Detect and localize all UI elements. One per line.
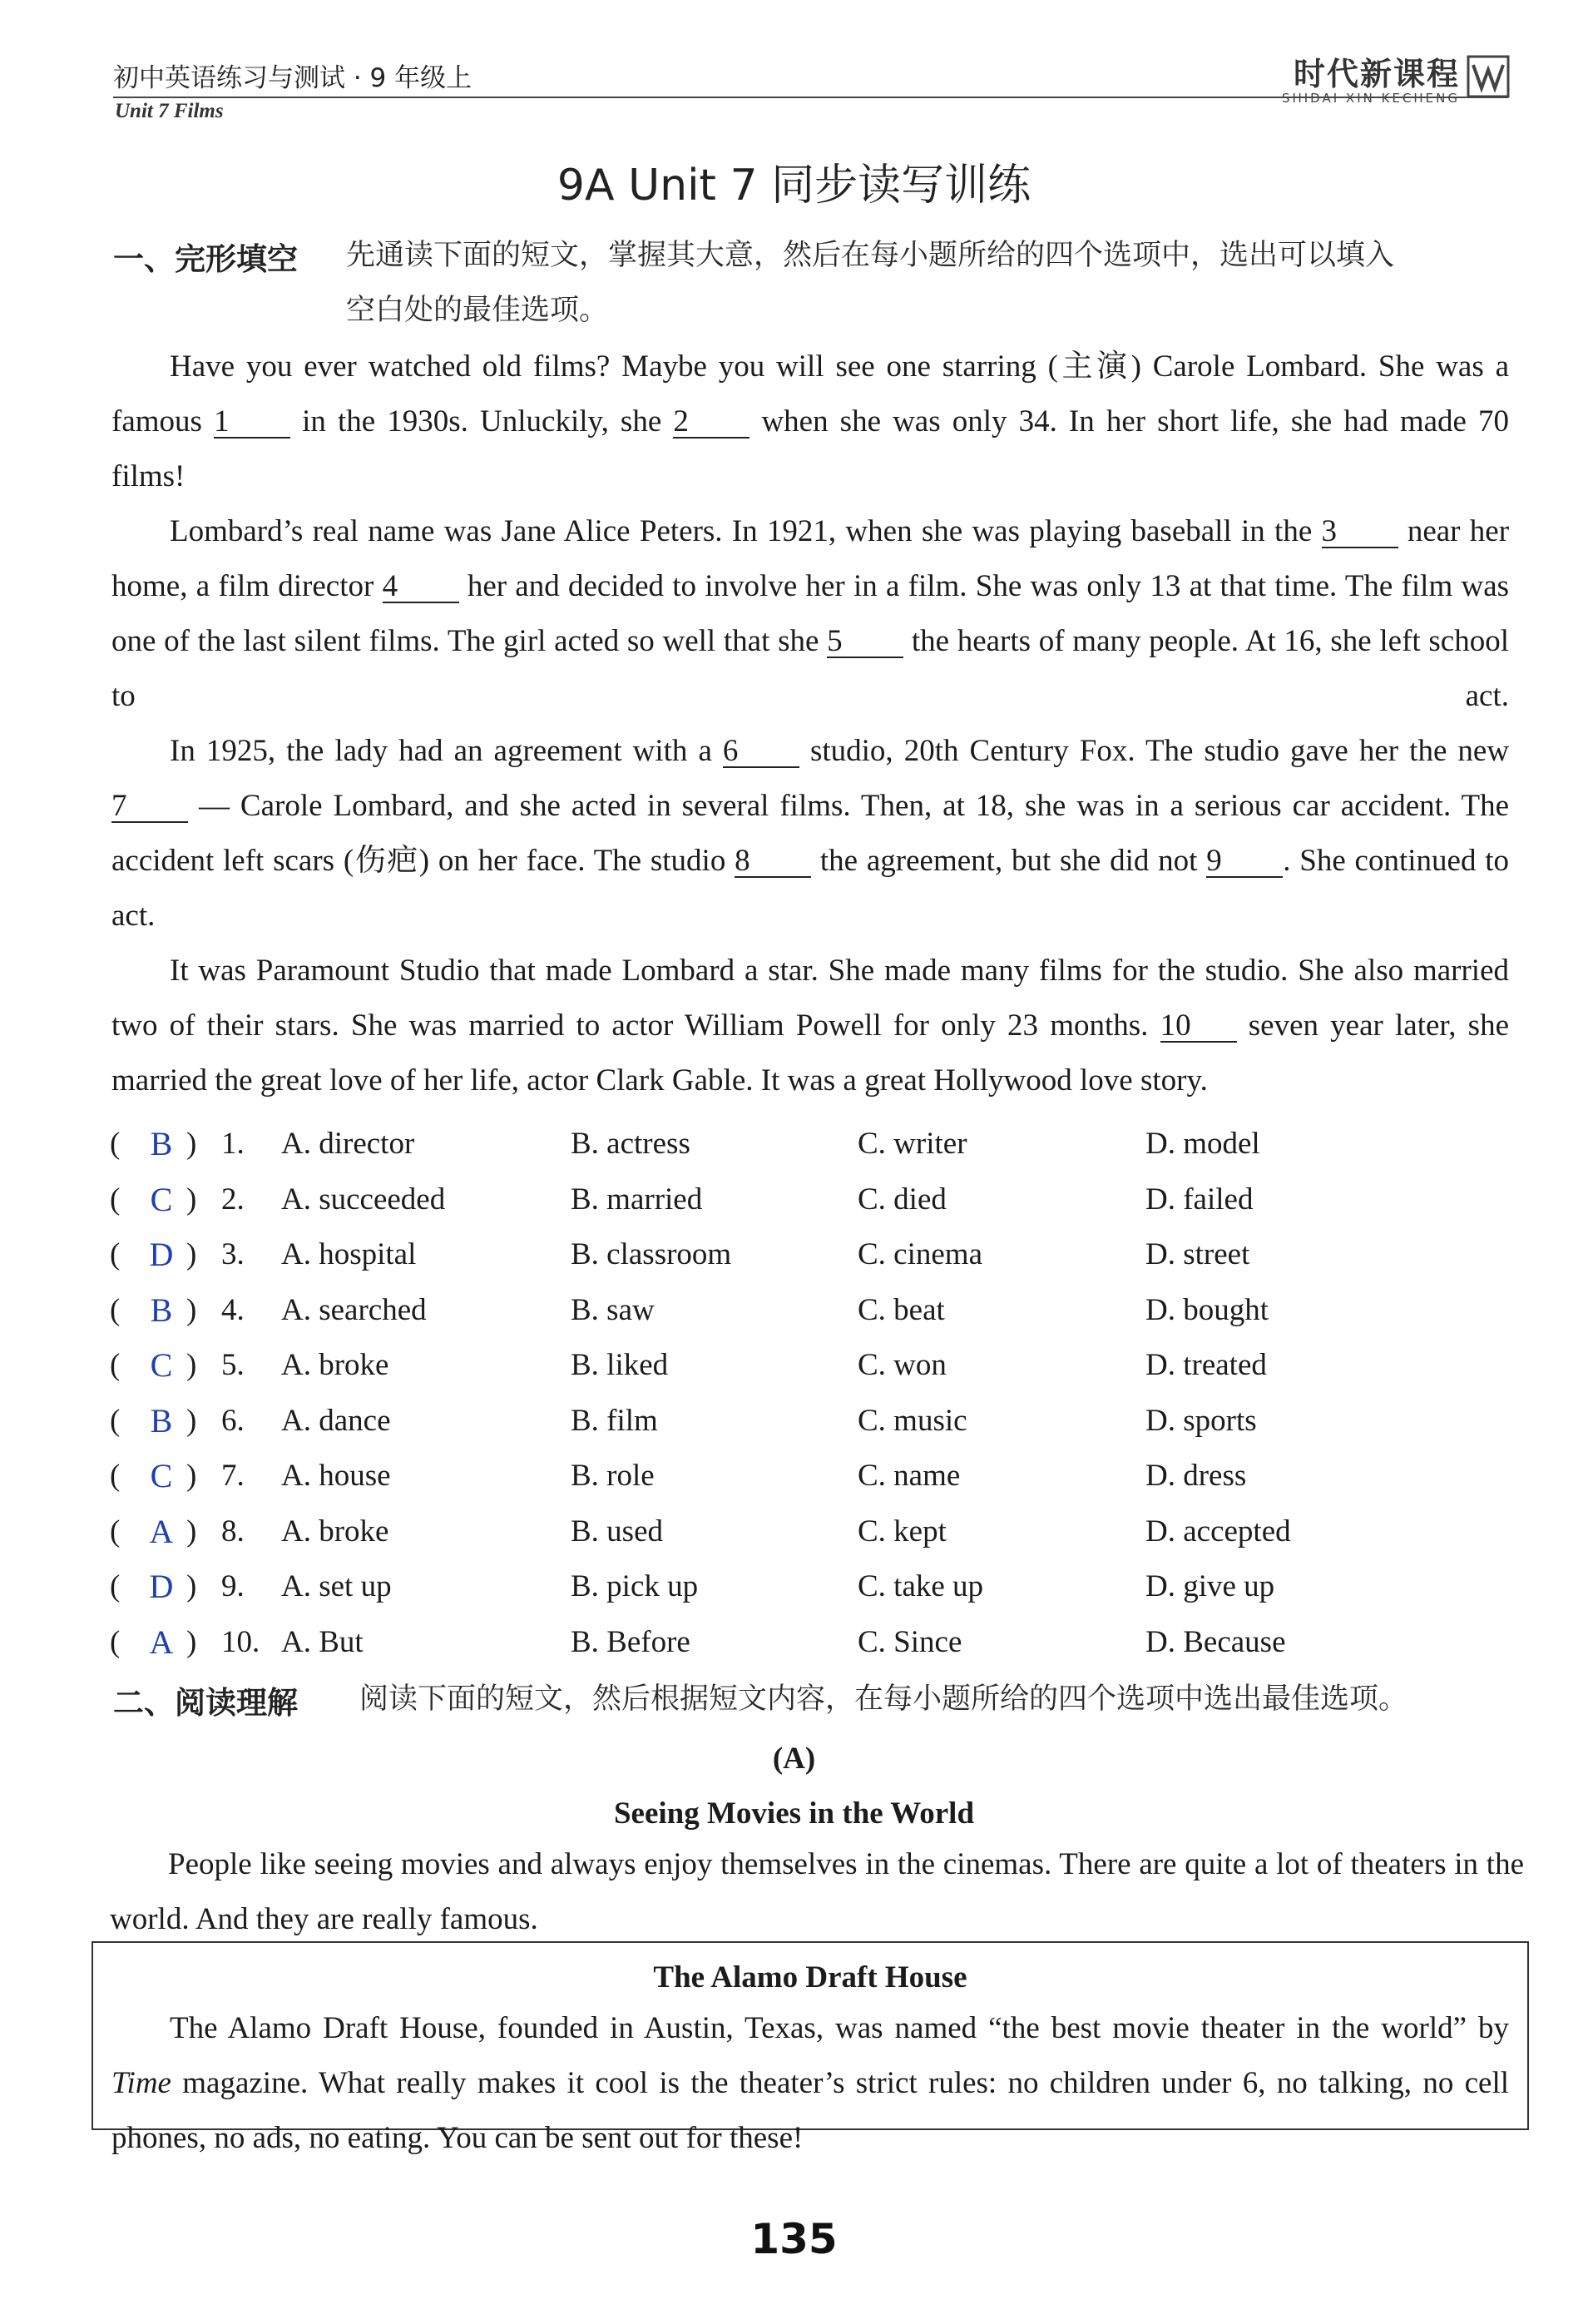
info-box [92,1941,1529,2155]
close-paren: ) [186,1403,197,1438]
reading-passage-title: Seeing Movies in the World [613,1796,975,1831]
section2-instruction: 阅读下面的短文，然后根据短文内容，在每小题所给的四个选项中选出最佳选项。 [359,1682,1408,1716]
question-number: 3. [221,1237,245,1271]
book-title: 初中英语练习与测试 · 9 年级上 [113,63,472,93]
brand [1282,48,1508,106]
option-b: B. pick up [571,1569,699,1603]
close-paren: ) [186,1348,197,1382]
answer-letter: C [150,1457,173,1494]
page-title: 9A Unit 7 同步读写训练 [557,161,1031,211]
passage-text: — Carole Lombard, and she acted in several films. Then, at 18, she was in a serious car accident. The accident left scars (伤疤) on her face. The studio [111,789,1510,878]
open-paren: ( [110,1237,121,1271]
unit-label: Unit 7 Films [115,100,224,122]
option-c: C. take up [858,1569,984,1603]
box-title: The Alamo Draft House [653,1960,967,1994]
question-number: 1. [221,1127,245,1161]
blank-7: 7 [111,791,188,823]
open-paren: ( [110,1514,121,1549]
option-b: B. classroom [571,1237,732,1271]
option-c: C. name [858,1459,961,1493]
option-a: A. director [281,1127,415,1161]
option-d: D. give up [1145,1569,1275,1603]
section2-heading: 二、阅读理解 [113,1685,298,1721]
option-b: B. married [571,1182,703,1217]
close-paren: ) [186,1514,197,1549]
question-row [110,1230,1524,1286]
question-options [110,1119,1524,1672]
open-paren: ( [110,1292,121,1327]
answer-letter: B [150,1125,173,1162]
open-paren: ( [110,1403,121,1438]
open-paren: ( [110,1569,121,1603]
option-a: A. broke [281,1348,389,1382]
question-row [110,1618,1524,1673]
question-row [110,1451,1524,1507]
option-d: D. Because [1145,1624,1286,1659]
cloze-passage [111,339,1509,1108]
question-row [110,1340,1524,1396]
close-paren: ) [186,1182,197,1217]
passage-text: Have you ever watched old films? Maybe you will see one starring (主演) Carole Lombard. She was a famous [111,349,1509,439]
option-c: C. beat [858,1292,945,1327]
answer-letter: B [150,1291,173,1329]
option-a: A. searched [281,1292,427,1327]
blank-10: 10 [1160,1011,1237,1043]
close-paren: ) [186,1624,197,1659]
close-paren: ) [186,1292,197,1327]
option-a: A. house [281,1459,391,1493]
brand-name: 时代新课程 [1293,56,1460,92]
option-c: C. cinema [858,1237,983,1271]
answer-letter: C [150,1180,173,1218]
part-label: (A) [772,1742,816,1776]
option-d: D. accepted [1145,1514,1291,1549]
passage-text: studio, 20th Century Fox. The studio gave her the new [809,734,1510,768]
option-c: C. music [858,1403,967,1438]
option-a: A. But [281,1624,364,1659]
option-b: B. film [571,1403,658,1438]
open-paren: ( [110,1348,121,1382]
close-paren: ) [186,1237,197,1271]
answer-letter: A [149,1623,174,1661]
option-d: D. sports [1145,1403,1257,1438]
close-paren: ) [186,1459,197,1493]
blank-8: 8 [735,846,811,878]
question-number: 7. [221,1459,245,1493]
passage-text: In 1925, the lady had an agreement with a [170,734,712,768]
box-text-part: The Alamo Draft House, founded in Austin, Texas, was named “the best movie theater in the world” by [170,2011,1509,2045]
blank-4: 4 [383,572,459,603]
passage-paragraph-2 [111,504,1509,724]
answer-letter: A [149,1512,174,1550]
open-paren: ( [110,1459,121,1493]
box-text [111,2001,1509,2166]
option-b: B. saw [571,1292,655,1327]
close-paren: ) [186,1127,197,1161]
option-a: A. dance [281,1403,391,1438]
option-b: B. role [571,1459,655,1493]
question-row [110,1119,1524,1175]
option-d: D. model [1145,1127,1260,1161]
option-b: B. actress [571,1127,690,1161]
passage-paragraph-4 [111,944,1509,1108]
passage-text: the agreement, but she did not [819,844,1198,878]
passage-text: seven year later, she married the great love of her life, actor Clark Gable. It was a great Hollywood love story. [111,1008,1510,1098]
option-c: C. died [858,1182,947,1217]
box-text-part: magazine. What really makes it cool is the theater’s strict rules: no children under 6, no talking, no cell phones, no ads, no eating. You can be sent out for these! [111,2066,1510,2155]
question-row [110,1286,1524,1341]
blank-9: 9 [1206,846,1283,878]
section1-heading: 一、完形填空 [113,241,298,277]
option-c: C. Since [858,1624,962,1659]
option-a: A. broke [281,1514,389,1549]
magazine-name: Time [111,2066,171,2100]
blank-6: 6 [723,736,799,768]
section1-instruction-line2: 空白处的最佳选项。 [346,294,609,327]
open-paren: ( [110,1127,121,1161]
question-row [110,1396,1524,1452]
open-paren: ( [110,1182,121,1217]
open-paren: ( [110,1624,121,1659]
passage-text: It was Paramount Studio that made Lombard a star. She made many films for the studio. She also married two of their stars. She was married to actor William Powell for only 23 months. [111,954,1509,1043]
blank-5: 5 [827,627,903,658]
section1-instruction-line1: 先通读下面的短文，掌握其大意，然后在每小题所给的四个选项中，选出可以填入 [346,239,1395,272]
passage-text: when she was only 34. In her short life, she had made 70 films! [111,404,1510,493]
reading-intro [110,1837,1524,1947]
answer-letter: D [149,1568,174,1605]
option-d: D. treated [1145,1348,1267,1382]
question-number: 10. [221,1624,260,1659]
option-d: D. street [1145,1237,1250,1271]
passage-text: the hearts of many people. At 16, she left school to act. [111,624,1510,713]
reading-intro-text: People like seeing movies and always enjoy themselves in the cinemas. There are quite a lot of theaters in the world. And they are really famous. [110,1847,1524,1936]
option-b: B. Before [571,1624,690,1659]
close-paren: ) [186,1569,197,1603]
question-row [110,1507,1524,1563]
question-row [110,1175,1524,1231]
option-b: B. used [571,1514,663,1549]
question-number: 9. [221,1569,245,1603]
blank-3: 3 [1322,517,1398,548]
answer-letter: D [149,1236,174,1273]
question-number: 4. [221,1292,245,1327]
option-a: A. set up [281,1569,392,1603]
question-row [110,1562,1524,1618]
question-number: 5. [221,1348,245,1382]
page-number: 135 [750,2215,838,2263]
question-number: 6. [221,1403,245,1438]
passage-paragraph-1 [111,339,1509,504]
answer-letter: B [150,1401,173,1439]
option-b: B. liked [571,1348,669,1382]
option-a: A. hospital [281,1237,417,1271]
brand-pinyin: SHIDAI XIN KECHENG [1281,91,1460,106]
blank-1: 1 [214,407,290,439]
passage-paragraph-3 [111,724,1509,944]
passage-text: Lombard’s real name was Jane Alice Peters. In 1921, when she was playing baseball in the [170,514,1313,548]
option-c: C. won [858,1348,947,1382]
question-number: 8. [221,1514,245,1549]
question-number: 2. [221,1182,245,1217]
passage-text: her and decided to involve her in a film. She was only 13 at that time. The film was one of the last silent films. The girl acted so well that she [111,569,1510,658]
option-c: C. writer [858,1127,967,1161]
option-d: D. bought [1145,1292,1269,1327]
option-a: A. succeeded [281,1182,446,1217]
option-d: D. failed [1145,1182,1254,1217]
option-c: C. kept [858,1514,947,1549]
passage-text: . She continued to act. [111,844,1510,933]
passage-text: near her home, a film director [111,514,1510,603]
blank-2: 2 [673,407,749,439]
brand-logo-icon [1467,55,1510,98]
answer-letter: C [150,1346,173,1384]
passage-text: in the 1930s. Unluckily, she [302,404,662,439]
option-d: D. dress [1145,1459,1247,1493]
